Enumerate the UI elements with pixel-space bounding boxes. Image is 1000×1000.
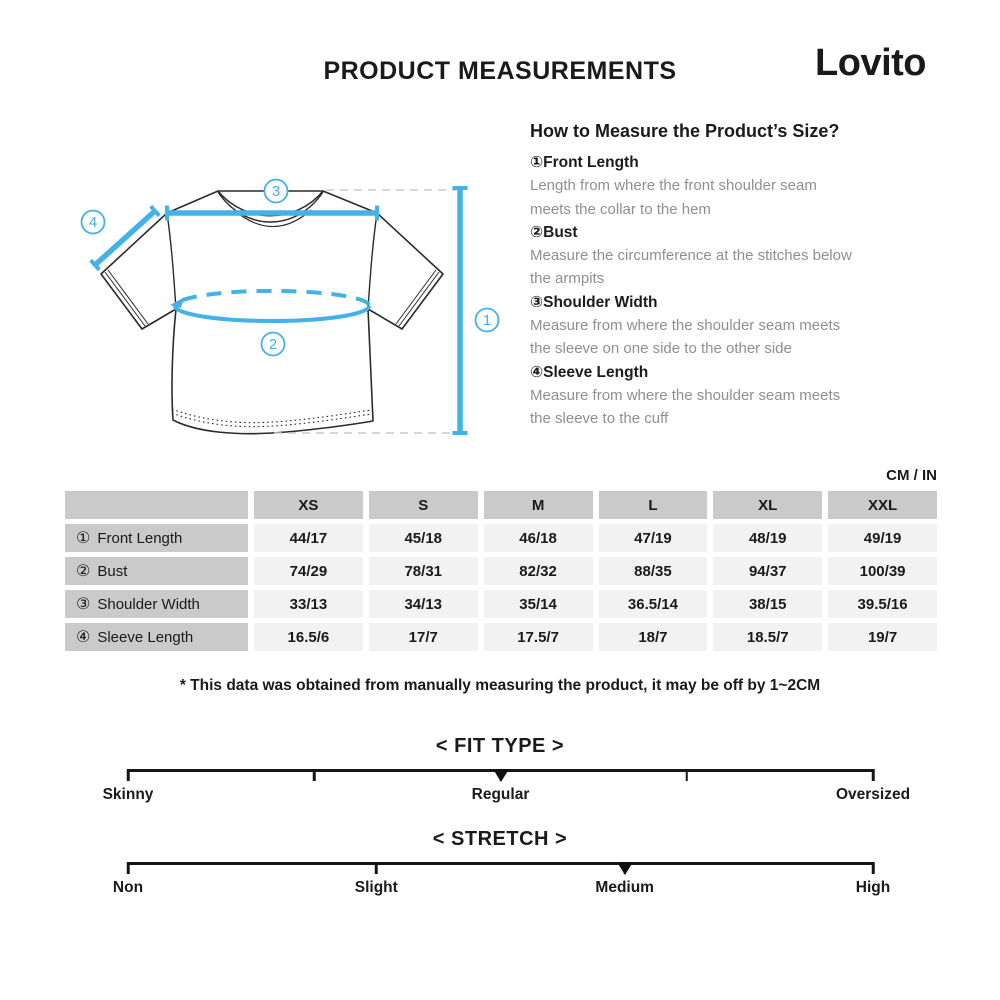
item-label: Front Length — [543, 154, 639, 171]
table-value: 46/18 — [484, 524, 593, 552]
table-value: 100/39 — [828, 557, 937, 585]
fit-type-scale — [102, 769, 911, 803]
tshirt-outline — [101, 191, 443, 434]
item-num: ② — [530, 223, 544, 241]
table-value: 47/19 — [599, 524, 708, 552]
fit-tick-three-quarter — [686, 769, 689, 781]
table-value: 17/7 — [369, 623, 478, 651]
table-value: 35/14 — [484, 590, 593, 618]
measurement-disclaimer: * This data was obtained from manually measuring the product, it may be off by 1~2CM — [179, 677, 821, 694]
table-value: 17.5/7 — [484, 623, 593, 651]
item-num: ④ — [530, 363, 544, 381]
table-value: 18/7 — [599, 623, 708, 651]
stretch-label-non: Non — [112, 879, 144, 896]
column-header-xxl: XXL — [828, 491, 937, 519]
stretch-scale — [112, 862, 891, 896]
table-value: 78/31 — [369, 557, 478, 585]
badge-bust: 2 — [268, 336, 278, 353]
table-value: 45/18 — [369, 524, 478, 552]
table-value: 88/35 — [599, 557, 708, 585]
fit-label-regular: Regular — [471, 786, 530, 803]
item-desc-line: Measure from where the shoulder seam meets — [530, 386, 841, 404]
table-value: 82/32 — [484, 557, 593, 585]
row-header-sleeve-length: ④ Sleeve Length — [65, 623, 248, 651]
column-header-xl: XL — [713, 491, 822, 519]
brand-logo: Lovito — [815, 42, 926, 84]
fit-tick-start — [127, 769, 130, 781]
stretch-selected-marker — [617, 862, 633, 875]
item-desc-line: meets the collar to the hem — [530, 200, 711, 218]
column-header-s: S — [369, 491, 478, 519]
row-header-bust: ② Bust — [65, 557, 248, 585]
fit-tick-end — [872, 769, 875, 781]
table-value: 74/29 — [254, 557, 363, 585]
column-header-l: L — [599, 491, 708, 519]
how-to-item-front-length — [530, 151, 942, 221]
table-value: 19/7 — [828, 623, 937, 651]
item-desc-line: Measure from where the shoulder seam meets — [530, 317, 841, 335]
how-to-measure-section — [530, 121, 942, 431]
stretch-tick-non — [127, 862, 130, 874]
item-desc-line: the sleeve on one side to the other side — [530, 340, 792, 358]
how-to-item-shoulder-width — [530, 291, 942, 361]
table-corner-cell — [65, 491, 248, 519]
stretch-label-slight: Slight — [354, 879, 398, 896]
table-value: 94/37 — [713, 557, 822, 585]
fit-selected-marker — [493, 769, 509, 782]
page-title: PRODUCT MEASUREMENTS — [323, 57, 677, 85]
item-label: Sleeve Length — [543, 363, 649, 381]
badge-shoulder-width: 3 — [271, 183, 281, 200]
row-header-front-length: ① Front Length — [65, 524, 248, 552]
item-desc-line: the sleeve to the cuff — [530, 410, 669, 428]
table-value: 48/19 — [713, 524, 822, 552]
how-to-item-bust — [530, 221, 942, 291]
table-value: 16.5/6 — [254, 623, 363, 651]
badge-front-length: 1 — [482, 312, 492, 329]
fit-tick-quarter — [313, 769, 316, 781]
column-header-xs: XS — [254, 491, 363, 519]
fit-label-skinny: Skinny — [102, 786, 154, 803]
how-to-title: How to Measure the Product’s Size? — [530, 121, 840, 141]
stretch-tick-slight — [375, 862, 378, 874]
item-desc-line: Measure the circumference at the stitches below — [530, 247, 852, 265]
stretch-title: < STRETCH > — [432, 828, 568, 850]
stretch-tick-high — [872, 862, 875, 874]
badge-sleeve-length: 4 — [88, 214, 98, 231]
how-to-item-sleeve-length — [530, 361, 942, 431]
fit-label-oversized: Oversized — [835, 786, 911, 803]
item-label: Bust — [543, 223, 578, 241]
table-value: 38/15 — [713, 590, 822, 618]
units-label: CM / IN — [886, 467, 937, 484]
stretch-label-medium: Medium — [595, 879, 654, 896]
column-header-m: M — [484, 491, 593, 519]
row-header-shoulder-width: ③ Shoulder Width — [65, 590, 248, 618]
table-value: 36.5/14 — [599, 590, 708, 618]
table-value: 49/19 — [828, 524, 937, 552]
item-num: ① — [530, 154, 544, 171]
table-value: 33/13 — [254, 590, 363, 618]
tshirt-measurement-diagram — [60, 150, 510, 470]
table-value: 39.5/16 — [828, 590, 937, 618]
stretch-label-high: High — [855, 879, 891, 896]
item-desc-line: the armpits — [530, 270, 605, 288]
table-value: 18.5/7 — [713, 623, 822, 651]
table-value: 34/13 — [369, 590, 478, 618]
fit-type-title: < FIT TYPE > — [435, 735, 565, 757]
item-num: ③ — [530, 293, 544, 311]
table-value: 44/17 — [254, 524, 363, 552]
size-table — [65, 491, 937, 651]
item-label: Shoulder Width — [543, 293, 658, 311]
item-desc-line: Length from where the front shoulder seam — [530, 177, 817, 195]
